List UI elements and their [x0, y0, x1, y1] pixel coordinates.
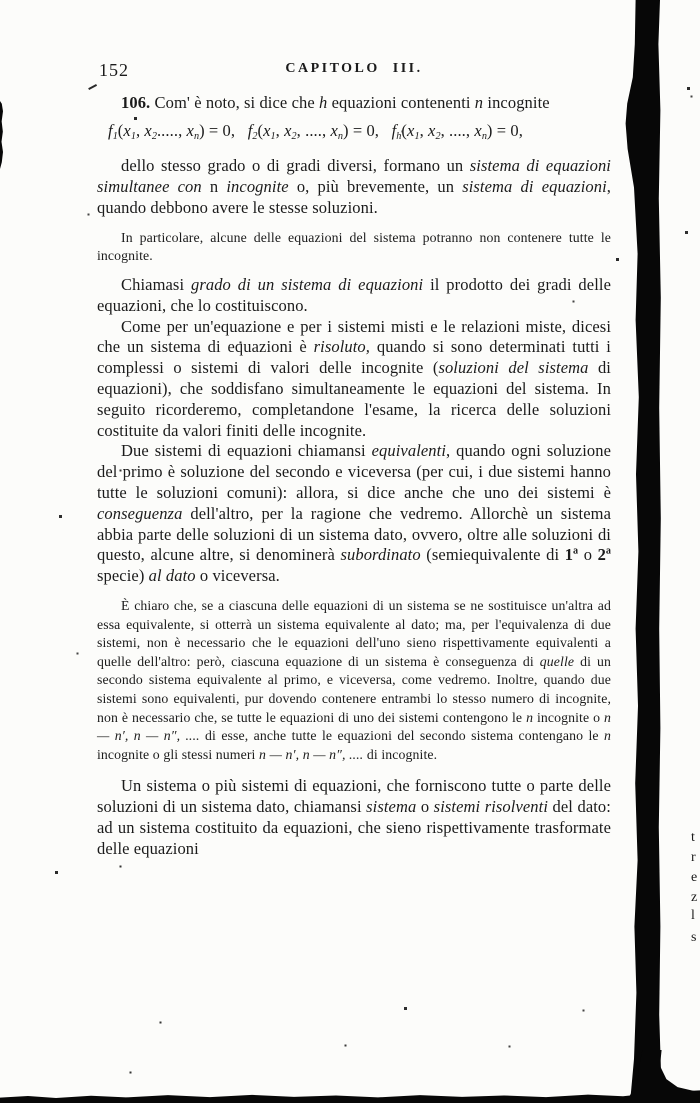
- edge-text-fragment: s: [691, 931, 697, 945]
- left-scan-sliver: [0, 101, 3, 169]
- text-column: [97, 58, 611, 860]
- paragraph-sistema-definition: dello stesso grado o di gradi diversi, formano un sistema di equazioni simultanee con n incognite o, più brevemente, un sistema di equazioni, quando debbono avere le stesse soluzioni.: [97, 156, 612, 218]
- scan-pen-mark: [88, 84, 97, 90]
- bottom-scan-band: [0, 1089, 700, 1103]
- edge-text-fragment: e: [691, 871, 698, 885]
- equation-system: f1(x1, x2....., xn) = 0, f2(x1, x2, ...., xn) = 0, fh(x1, x2, ...., xn) = 0,: [108, 120, 523, 142]
- page-number: 152: [99, 60, 129, 80]
- note-in-particolare: In particolare, alcune delle equazioni del sistema potranno non contenere tutte le incognite.: [97, 229, 611, 264]
- paragraph-risoluto: Come per un'equazione e per i sistemi misti e le relazioni miste, dicesi che un sistema di equazioni è risoluto, quando si sono determinati tutti i complessi o sistemi di valori delle incognite (soluzioni del sistema di equazioni), che soddisfano simultaneamente le equazioni del sistema. In seguito ricorderemo, completandone l'esame, la ricerca delle soluzioni costituite da valori finiti delle incognite.: [97, 316, 611, 440]
- note-equivalenza: È chiaro che, se a ciascuna delle equazioni di un sistema se ne sostituisce un'altra ad essa equivalente, si otterrà un sistema equivalente al dato; ma, per l'equivalenza di due sistemi, non è necessario che le equazioni dell'uno sieno rispettivamente equivalenti a quelle dell'altro: però, ciascuna equazione di un sistema è conseguenza di quelle di un secondo sistema equivalente al primo, e viceversa, come vedremo. Inoltre, quando due sistemi sono equivalenti, pur dovendo contenere entrambi lo stesso numero di incognite, non è necessario che, se tutte le equazioni di uno dei sistemi contengono le n incognite o n — n′, n — n″, .... di esse, anche tutte le equazioni del secondo sistema contengano le n incognite o gli stessi numeri n — n′, n — n″, .... di incognite.: [97, 597, 611, 762]
- edge-text-fragment: t: [691, 831, 695, 845]
- edge-text-fragment: l: [691, 909, 695, 923]
- edge-text-fragment: z: [691, 891, 698, 905]
- running-header: [97, 58, 611, 82]
- edge-text-fragment: r: [691, 851, 696, 865]
- paragraph-grado: Chiamasi grado di un sistema di equazioni il prodotto dei gradi delle equazioni, che lo costituiscono.: [97, 275, 611, 315]
- bottom-right-scan-blob: [620, 1050, 700, 1103]
- right-scan-band: [622, 0, 662, 1103]
- paragraph-equivalenti: Due sistemi di equazioni chiamansi equivalenti, quando ogni soluzione del primo è soluzione del secondo e viceversa (per cui, i due sistemi hanno tutte le soluzioni comuni): allora, si dice anche che uno dei sistemi è conseguenza dell'altro, per la ragione che vedremo. Allorchè un sistema abbia parte delle soluzioni di un sistema dato, ovvero, oltre alle soluzioni di questo, alcune altre, si denominerà subordinato (semiequivalente di 1ª o 2ª specie) al dato o viceversa.: [97, 441, 612, 586]
- paragraph-risolventi: Un sistema o più sistemi di equazioni, che forniscono tutte o parte delle soluzioni di un sistema dato, chiamansi sistema o sistemi risolventi del dato: ad un sistema costituito da equazioni, che sieno rispettivamente trasformate delle equazioni: [97, 776, 611, 858]
- chapter-header: CAPITOLO III.: [285, 61, 423, 76]
- paragraph-106: 106. Com' è noto, si dice che h equazioni contenenti n incognite: [121, 93, 550, 112]
- scan-noise-specks: [0, 0, 1, 1]
